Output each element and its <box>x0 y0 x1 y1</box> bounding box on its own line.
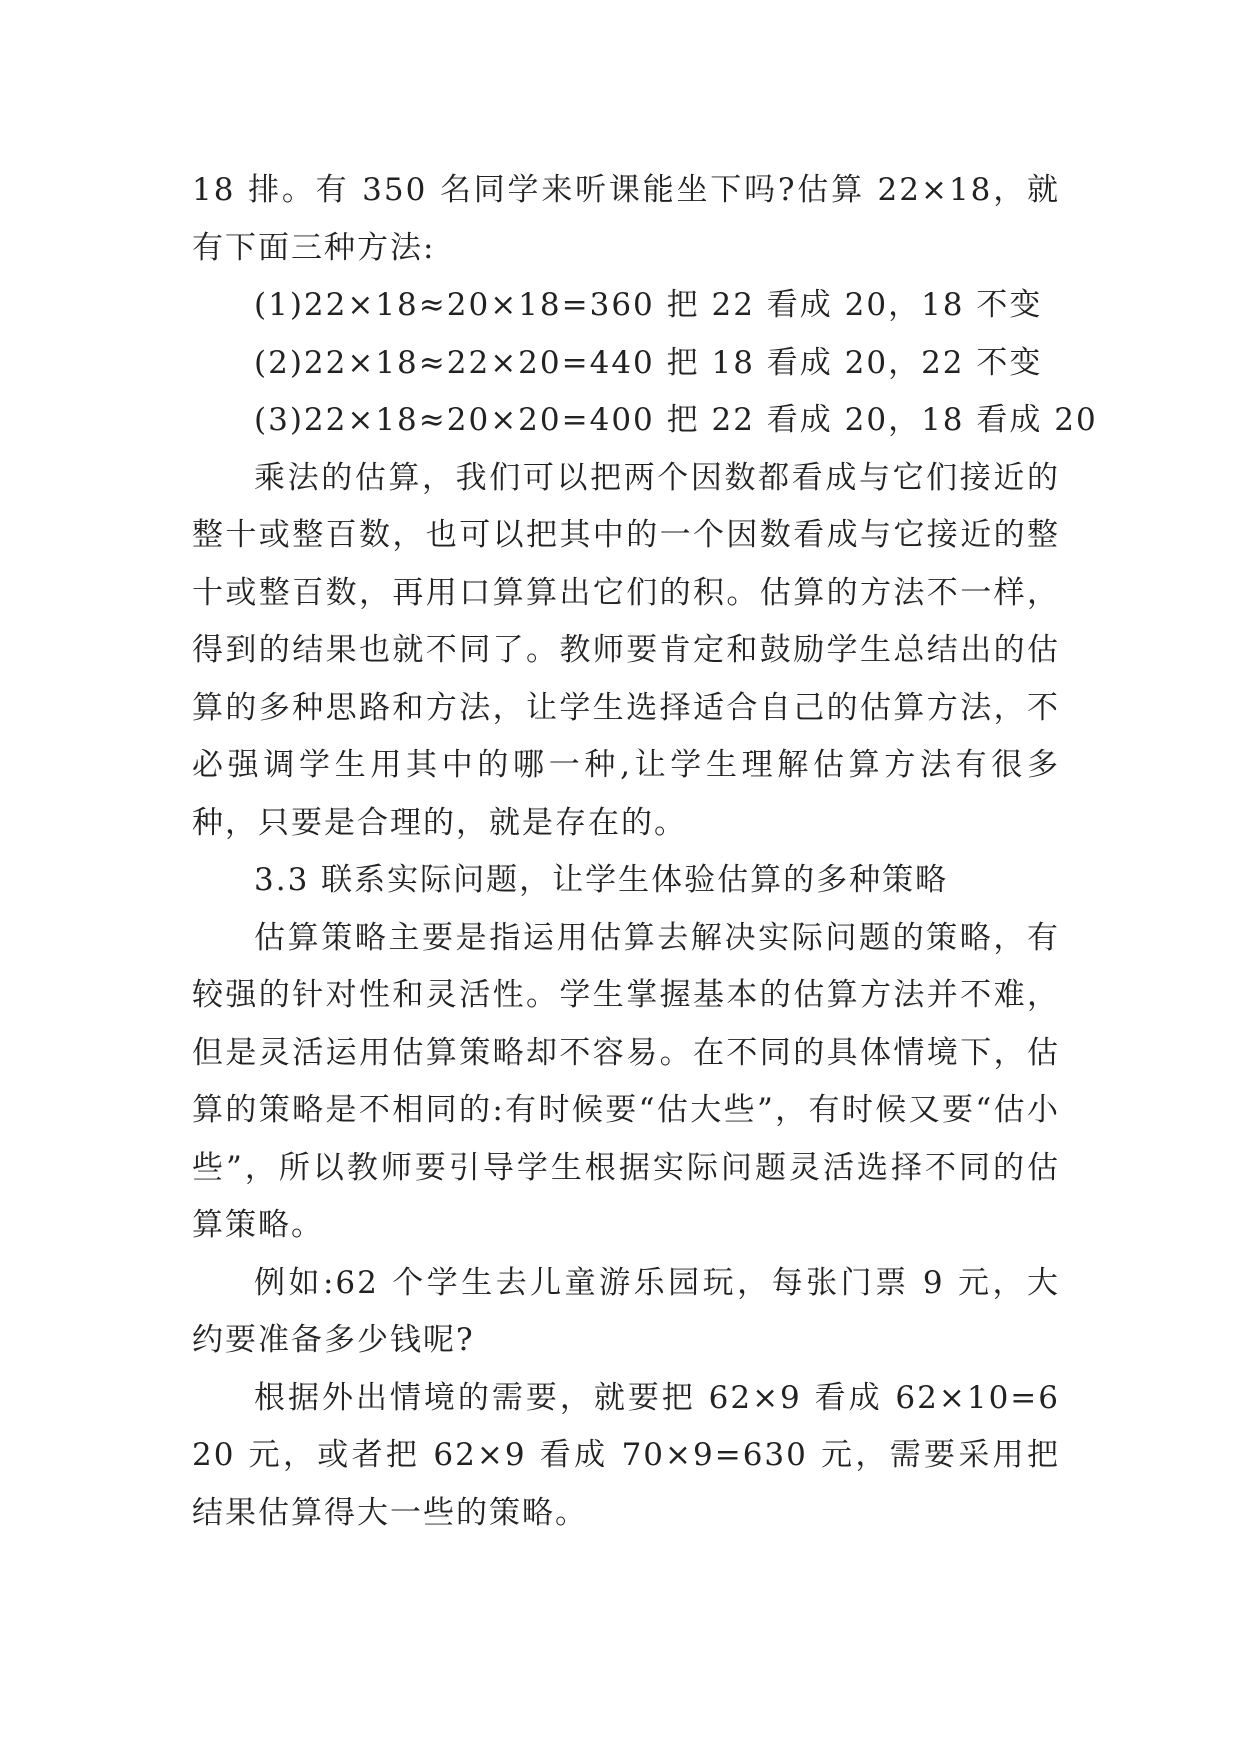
section-heading-3-3: 3.3 联系实际问题，让学生体验估算的多种策略 <box>254 862 949 898</box>
paragraph-multiplication-estimation: 乘法的估算，我们可以把两个因数都看成与它们接近的整十或整百数，也可以把其中的一个因数看成与它接近的整十或整百数，再用口算算出它们的积。估算的方法不一样，得到的结果也就不同了。教师要肯定和鼓励学生总结出的估算的多种思路和方法，让学生选择适合自己的估算方法，不必强调学生用其中的哪一种,让学生理解估算方法有很多种，只要是合理的，就是存在的。 <box>192 459 1060 841</box>
formula-line-2: (2)22×18≈22×20=440 把 18 看成 20，22 不变 <box>254 344 1043 381</box>
paragraph-example-solution: 根据外出情境的需要，就要把 62×9 看成 62×10=620 元，或者把 62×9 看成 70×9=630 元，需要采用把结果估算得大一些的策略。 <box>192 1379 1060 1531</box>
paragraph-example: 例如:62 个学生去儿童游乐园玩，每张门票 9 元，大约要准备多少钱呢? <box>192 1264 1060 1358</box>
paragraph-continued: 18 排。有 350 名同学来听课能坐下吗?估算 22×18，就有下面三种方法: <box>192 172 1060 266</box>
paragraph-estimation-strategy: 估算策略主要是指运用估算去解决实际问题的策略，有较强的针对性和灵活性。学生掌握基本的估算方法并不难，但是灵活运用估算策略却不容易。在不同的具体情境下，估算的策略是不相同的:有时候要“估大些”，有时候又要“估小些”，所以教师要引导学生根据实际问题灵活选择不同的估算策略。 <box>192 919 1060 1243</box>
formula-line-3: (3)22×18≈20×20=400 把 22 看成 20，18 看成 20 <box>254 402 1098 438</box>
document-body <box>192 162 1098 1542</box>
formula-line-1: (1)22×18≈20×18=360 把 22 看成 20，18 不变 <box>254 287 1043 323</box>
